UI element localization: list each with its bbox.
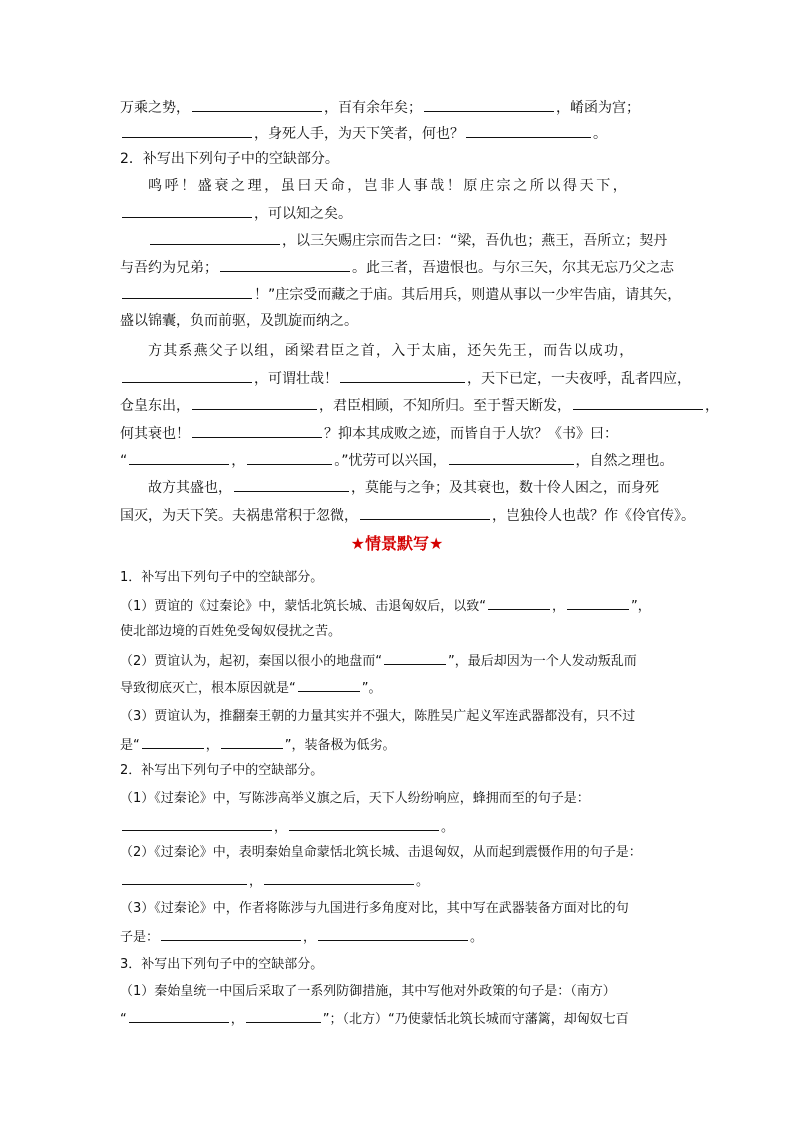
question-heading: 3．补写出下列句子中的空缺部分。 [120,957,324,972]
text-line: （3）《过秦论》中，作者将陈涉与九国进行多角度对比，其中写在武器装备方面对比的句 [120,901,629,916]
blank-field[interactable] [129,1008,229,1023]
text-line: （2）《过秦论》中，表明秦始皇命蒙恬北筑长城、击退匈奴，从而起到震慑作用的句子是： [120,845,642,860]
blank-field[interactable] [192,423,322,438]
text-line: “ ， ”；（北方）“乃使蒙恬北筑长城而守藩篱，却匈奴七百 [120,1008,675,1030]
text-segment: ，百有余年矣； [324,100,422,116]
text-line: 仓皇东出， ，君臣相顾，不知所归。至于誓天断发， ， [120,395,675,416]
blank-field[interactable] [129,450,229,465]
blank-field[interactable] [122,203,252,218]
text-line: 何其衰也！ ？抑本其成败之迹，而皆自于人欤？《书》曰： [120,423,675,444]
text-line: 导致彻底灭亡，根本原因就是“ ”。 [120,677,675,699]
blank-field[interactable] [573,395,703,410]
blank-field[interactable] [122,368,252,383]
blank-field[interactable] [122,123,252,138]
text-line: 故方其盛也， ，莫能与之争；及其衰也，数十伶人困之，而身死 [148,477,703,498]
text-segment: ，身死人手，为天下笑者，何也？ [254,126,464,142]
blank-field[interactable] [318,926,468,941]
blank-field[interactable] [122,284,252,299]
text-line: 是“ ， ”，装备极为低劣。 [120,734,675,756]
blank-field[interactable] [246,1008,321,1023]
text-line: 鸣呼！盛衰之理，虽曰天命，岂非人事哉！原庄宗之所以得天下， [148,178,630,194]
blank-field[interactable] [150,230,280,245]
text-line: （3）贾谊认为，推翻秦王朝的力量其实并不强大，陈胜吴广起义军连武器都没有，只不过 [120,709,636,724]
blank-field[interactable] [298,677,360,692]
blank-field[interactable] [488,595,550,610]
text-line: （1）秦始皇统一中国后采取了一系列防御措施，其中写他对外政策的句子是：（南方） [120,984,616,999]
text-line: 盛以锦囊，负而前驱，及凯旋而纳之。 [120,313,358,329]
blank-field[interactable] [122,870,247,885]
blank-field[interactable] [289,816,439,831]
blank-field[interactable] [192,97,322,112]
text-line: “ ， 。”忧劳可以兴国， ，自然之理也。 [120,450,675,471]
question-heading: 2．补写出下列句子中的空缺部分。 [120,151,339,167]
blank-field[interactable] [234,477,349,492]
blank-field[interactable] [264,870,414,885]
text-line [120,97,675,118]
text-line: 国灭，为天下笑。夫祸患常积于忽微， ，岂独伶人也哉？作《伶官传》。 [120,505,675,526]
text-line: ，可以知之矣。 [120,203,675,224]
text-line: 子是： ， 。 [120,926,675,948]
blank-field[interactable] [466,123,591,138]
blank-field[interactable] [192,395,317,410]
blank-field[interactable] [122,816,272,831]
text-segment: 万乘之势， [120,100,190,116]
blank-field[interactable] [384,650,446,665]
blank-field[interactable] [221,734,283,749]
text-segment: ，崤函为宫； [556,100,640,116]
question-heading: 2．补写出下列句子中的空缺部分。 [120,763,324,778]
section-title: ★情景默写★ [350,534,444,553]
blank-field[interactable] [360,505,490,520]
text-line: ， 。 [120,870,675,892]
blank-field[interactable] [161,926,301,941]
text-line: ，可谓壮哉！ ，天下已定，一夫夜呼，乱者四应， [120,368,675,389]
text-line: ， 。 [120,816,675,838]
blank-field[interactable] [567,595,629,610]
text-line: （1）贾谊的《过秦论》中，蒙恬北筑长城、击退匈奴后，以致“ ， ”， [120,595,675,617]
text-line: （1）《过秦论》中，写陈涉高举义旗之后，天下人纷纷响应，蜂拥而至的句子是： [120,791,590,806]
text-line [120,123,675,144]
text-line: ！”庄宗受而藏之于庙。其后用兵，则遣从事以一少牢告庙，请其矢， [120,284,675,305]
blank-field[interactable] [142,734,204,749]
text-line: 方其系燕父子以组，函梁君臣之首，入于太庙，还矢先王，而告以成功， [148,343,635,359]
question-heading: 1．补写出下列句子中的空缺部分。 [120,570,324,585]
blank-field[interactable] [247,450,332,465]
blank-field[interactable] [340,368,465,383]
text-line: 与吾约为兄弟； 。此三者，吾遗恨也。与尔三矢，尔其无忘乃父之志 [120,257,675,278]
text-line: （2）贾谊认为，起初，秦国以很小的地盘而“ ”，最后却因为一个人发动叛乱而 [120,650,675,672]
blank-field[interactable] [424,97,554,112]
text-line: 使北部边境的百姓免受匈奴侵扰之苦。 [120,624,342,639]
blank-field[interactable] [449,450,574,465]
text-segment: 。 [593,126,607,142]
text-line: ，以三矢赐庄宗而告之曰：“梁，吾仇也；燕王，吾所立；契丹 [148,230,703,251]
blank-field[interactable] [220,257,350,272]
